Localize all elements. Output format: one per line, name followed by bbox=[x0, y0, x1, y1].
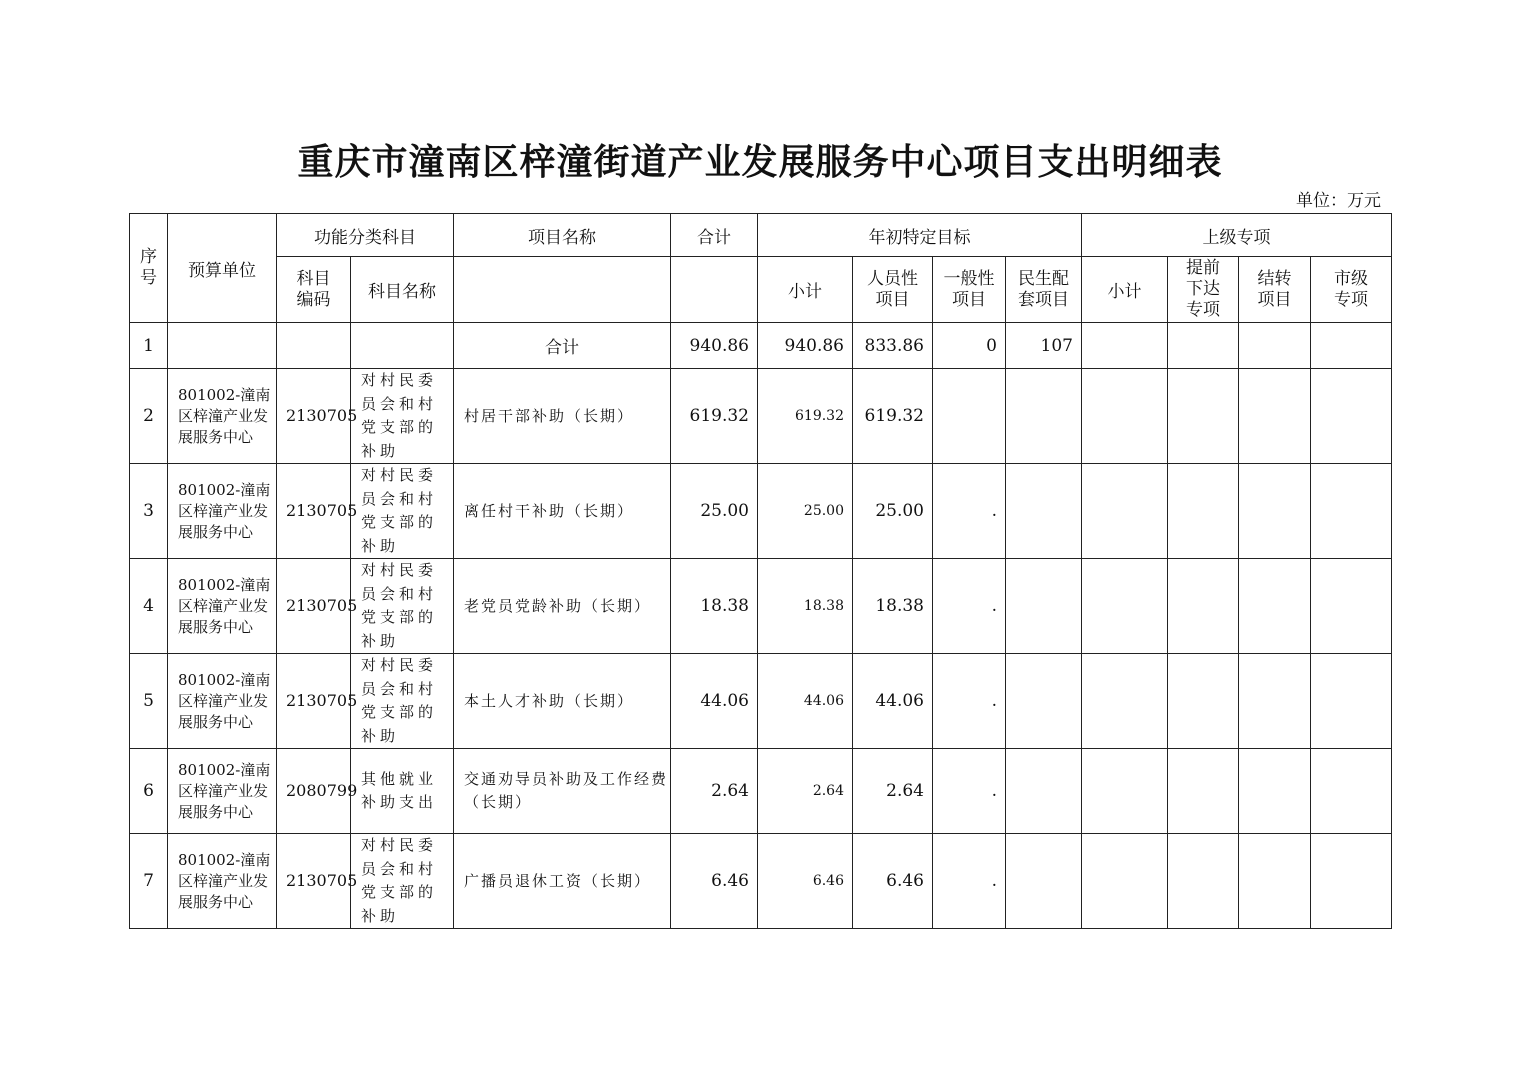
row-carryover bbox=[1239, 559, 1311, 654]
row-project-name: 老党员党龄补助（长期） bbox=[454, 559, 671, 654]
row-project-name: 本土人才补助（长期） bbox=[454, 654, 671, 749]
row-total: 18.38 bbox=[671, 559, 758, 654]
total-code-blank bbox=[277, 323, 351, 369]
row-project-name: 广播员退休工资（长期） bbox=[454, 834, 671, 929]
row-superior-subtotal bbox=[1082, 749, 1168, 834]
row-livelihood bbox=[1006, 369, 1082, 464]
total-row bbox=[130, 323, 1392, 369]
header-budget-unit: 预算单位 bbox=[168, 214, 277, 323]
row-superior-subtotal bbox=[1082, 559, 1168, 654]
row-project-name: 离任村干补助（长期） bbox=[454, 464, 671, 559]
row-general: . bbox=[933, 559, 1006, 654]
total-carryover-blank bbox=[1239, 323, 1311, 369]
row-project-name: 村居干部补助（长期） bbox=[454, 369, 671, 464]
row-general: . bbox=[933, 834, 1006, 929]
row-subject-code: 2130705 bbox=[277, 369, 351, 464]
row-project-name: 交通劝导员补助及工作经费（长期） bbox=[454, 749, 671, 834]
total-livelihood: 107 bbox=[1006, 323, 1082, 369]
header-func-class: 功能分类科目 bbox=[277, 214, 454, 257]
row-personnel: 25.00 bbox=[853, 464, 933, 559]
table-row bbox=[130, 369, 1392, 464]
row-subject-code: 2130705 bbox=[277, 464, 351, 559]
header-row-2 bbox=[130, 257, 1392, 323]
header-subject-code-label: 科目编码 bbox=[296, 268, 331, 310]
row-municipal bbox=[1311, 369, 1392, 464]
row-general: . bbox=[933, 749, 1006, 834]
header-row-1 bbox=[130, 214, 1392, 257]
header-project-name-blank bbox=[454, 257, 671, 323]
total-subject-blank bbox=[351, 323, 454, 369]
row-livelihood bbox=[1006, 464, 1082, 559]
row-subject-name: 对村民委员会和村党支部的补助 bbox=[351, 559, 454, 654]
row-budget-unit: 801002-潼南区梓潼产业发展服务中心 bbox=[168, 654, 277, 749]
header-total: 合计 bbox=[671, 214, 758, 257]
row-general: . bbox=[933, 654, 1006, 749]
row-subject-code: 2130705 bbox=[277, 654, 351, 749]
row-superior-subtotal bbox=[1082, 464, 1168, 559]
row-budget-unit: 801002-潼南区梓潼产业发展服务中心 bbox=[168, 749, 277, 834]
row-annual-subtotal: 6.46 bbox=[758, 834, 853, 929]
header-municipal bbox=[1311, 257, 1392, 323]
row-personnel: 6.46 bbox=[853, 834, 933, 929]
total-subtotal: 940.86 bbox=[758, 323, 853, 369]
row-annual-subtotal: 25.00 bbox=[758, 464, 853, 559]
row-municipal bbox=[1311, 559, 1392, 654]
row-seq: 3 bbox=[130, 464, 168, 559]
row-advance bbox=[1168, 559, 1239, 654]
header-seq-label: 序号 bbox=[140, 247, 157, 288]
header-livelihood-label: 民生配套项目 bbox=[1018, 268, 1069, 310]
row-livelihood bbox=[1006, 749, 1082, 834]
header-personnel-label: 人员性项目 bbox=[867, 268, 918, 310]
row-municipal bbox=[1311, 749, 1392, 834]
row-annual-subtotal: 18.38 bbox=[758, 559, 853, 654]
page-title: 重庆市潼南区梓潼街道产业发展服务中心项目支出明细表 bbox=[297, 141, 1223, 183]
row-total: 619.32 bbox=[671, 369, 758, 464]
project-expenditure-table bbox=[129, 213, 1392, 929]
row-personnel: 18.38 bbox=[853, 559, 933, 654]
total-general: 0 bbox=[933, 323, 1006, 369]
total-total: 940.86 bbox=[671, 323, 758, 369]
row-subject-name: 对村民委员会和村党支部的补助 bbox=[351, 834, 454, 929]
row-seq: 6 bbox=[130, 749, 168, 834]
row-advance bbox=[1168, 834, 1239, 929]
total-personnel: 833.86 bbox=[853, 323, 933, 369]
row-carryover bbox=[1239, 749, 1311, 834]
row-superior-subtotal bbox=[1082, 654, 1168, 749]
row-advance bbox=[1168, 749, 1239, 834]
row-total: 44.06 bbox=[671, 654, 758, 749]
row-superior-subtotal bbox=[1082, 369, 1168, 464]
header-annual-subtotal: 小计 bbox=[758, 257, 853, 323]
row-seq: 5 bbox=[130, 654, 168, 749]
row-subject-code: 2130705 bbox=[277, 559, 351, 654]
row-subject-code: 2130705 bbox=[277, 834, 351, 929]
row-subject-name: 对村民委员会和村党支部的补助 bbox=[351, 369, 454, 464]
row-budget-unit: 801002-潼南区梓潼产业发展服务中心 bbox=[168, 464, 277, 559]
header-superior-subtotal: 小计 bbox=[1082, 257, 1168, 323]
header-carryover bbox=[1239, 257, 1311, 323]
header-project-name: 项目名称 bbox=[454, 214, 671, 257]
row-livelihood bbox=[1006, 834, 1082, 929]
row-municipal bbox=[1311, 654, 1392, 749]
header-annual-target: 年初特定目标 bbox=[758, 214, 1082, 257]
header-total-blank bbox=[671, 257, 758, 323]
row-annual-subtotal: 619.32 bbox=[758, 369, 853, 464]
table-row bbox=[130, 749, 1392, 834]
row-seq: 4 bbox=[130, 559, 168, 654]
row-personnel: 2.64 bbox=[853, 749, 933, 834]
row-livelihood bbox=[1006, 654, 1082, 749]
table-row bbox=[130, 654, 1392, 749]
row-budget-unit: 801002-潼南区梓潼产业发展服务中心 bbox=[168, 834, 277, 929]
row-general bbox=[933, 369, 1006, 464]
row-subject-name: 其他就业补助支出 bbox=[351, 749, 454, 834]
row-carryover bbox=[1239, 654, 1311, 749]
header-carryover-label: 结转项目 bbox=[1257, 268, 1292, 310]
row-total: 2.64 bbox=[671, 749, 758, 834]
row-general: . bbox=[933, 464, 1006, 559]
row-livelihood bbox=[1006, 559, 1082, 654]
table-row bbox=[130, 559, 1392, 654]
header-advance bbox=[1168, 257, 1239, 323]
row-personnel: 44.06 bbox=[853, 654, 933, 749]
row-seq: 2 bbox=[130, 369, 168, 464]
table-row bbox=[130, 834, 1392, 929]
header-municipal-label: 市级专项 bbox=[1334, 268, 1368, 310]
total-unit-blank bbox=[168, 323, 277, 369]
header-subject-code bbox=[277, 257, 351, 323]
row-total: 6.46 bbox=[671, 834, 758, 929]
header-seq bbox=[130, 214, 168, 323]
row-personnel: 619.32 bbox=[853, 369, 933, 464]
row-subject-name: 对村民委员会和村党支部的补助 bbox=[351, 464, 454, 559]
total-seq: 1 bbox=[130, 323, 168, 369]
row-seq: 7 bbox=[130, 834, 168, 929]
header-general-label: 一般性项目 bbox=[943, 268, 995, 310]
row-budget-unit: 801002-潼南区梓潼产业发展服务中心 bbox=[168, 369, 277, 464]
header-personnel bbox=[853, 257, 933, 323]
row-advance bbox=[1168, 654, 1239, 749]
header-general bbox=[933, 257, 1006, 323]
row-superior-subtotal bbox=[1082, 834, 1168, 929]
table-row bbox=[130, 464, 1392, 559]
header-livelihood bbox=[1006, 257, 1082, 323]
row-subject-name: 对村民委员会和村党支部的补助 bbox=[351, 654, 454, 749]
header-advance-label: 提前下达专项 bbox=[1186, 258, 1220, 320]
row-carryover bbox=[1239, 834, 1311, 929]
row-subject-code: 2080799 bbox=[277, 749, 351, 834]
row-total: 25.00 bbox=[671, 464, 758, 559]
total-municipal-blank bbox=[1311, 323, 1392, 369]
row-carryover bbox=[1239, 464, 1311, 559]
row-budget-unit: 801002-潼南区梓潼产业发展服务中心 bbox=[168, 559, 277, 654]
row-municipal bbox=[1311, 464, 1392, 559]
total-label: 合计 bbox=[454, 323, 671, 369]
unit-label: 单位：万元 bbox=[1296, 191, 1381, 211]
header-subject-name: 科目名称 bbox=[351, 257, 454, 323]
row-annual-subtotal: 44.06 bbox=[758, 654, 853, 749]
total-superior-subtotal-blank bbox=[1082, 323, 1168, 369]
header-superior: 上级专项 bbox=[1082, 214, 1392, 257]
row-advance bbox=[1168, 464, 1239, 559]
row-municipal bbox=[1311, 834, 1392, 929]
row-carryover bbox=[1239, 369, 1311, 464]
row-advance bbox=[1168, 369, 1239, 464]
total-advance-blank bbox=[1168, 323, 1239, 369]
row-annual-subtotal: 2.64 bbox=[758, 749, 853, 834]
